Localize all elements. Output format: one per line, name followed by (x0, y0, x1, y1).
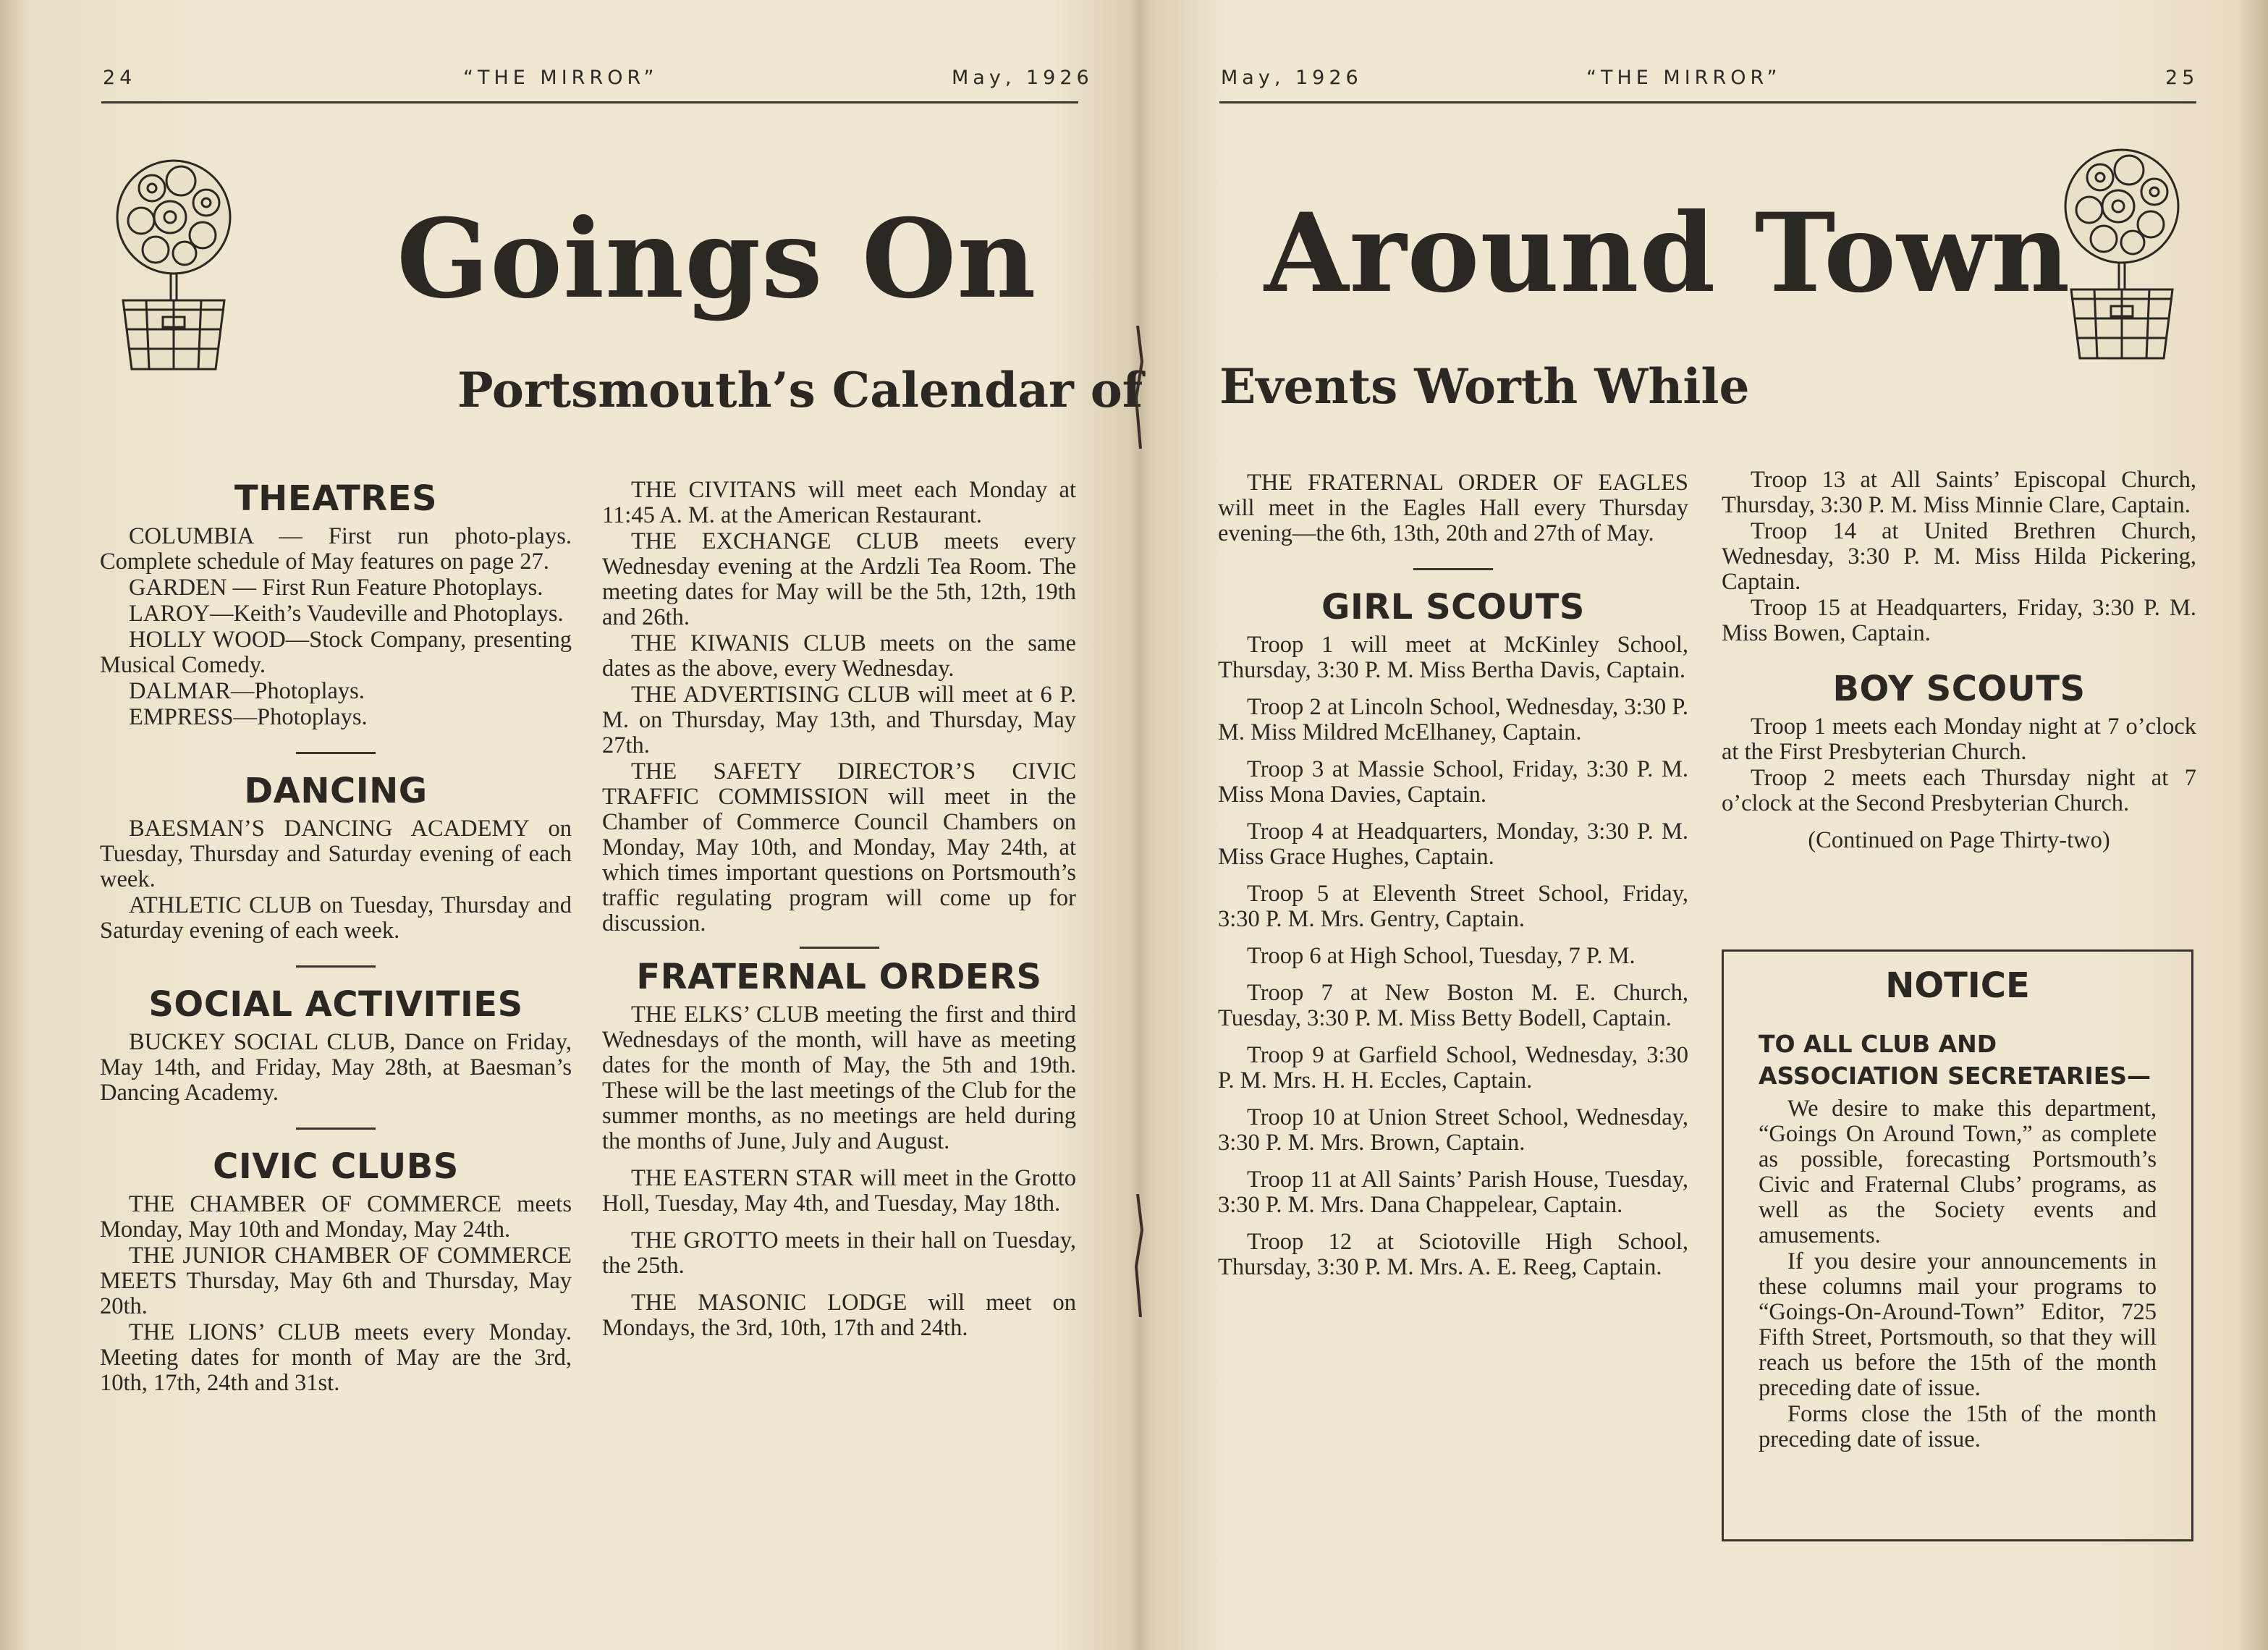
notice-paragraph: We desire to make this department, “Goings On Around Town,” as complete as possible, forecasting Portsmouth’s Civic and Fraternal Clubs’ programs, as well as the Society events and amusements. (1759, 1096, 2157, 1248)
list-item: Troop 12 at Sciotoville High School, Thursday, 3:30 P. M. Mrs. A. E. Reeg, Captain. (1218, 1229, 1688, 1280)
right-column-1 (1218, 470, 1688, 1281)
magazine-name: “THE MIRROR” (1586, 67, 1782, 89)
topiary-tree-icon (2049, 141, 2194, 362)
section-heading-boy-scouts: BOY SCOUTS (1832, 669, 2086, 709)
list-item: THE CHAMBER OF COMMERCE meets Monday, May 10th and Monday, May 24th. (100, 1191, 572, 1243)
list-item: THE JUNIOR CHAMBER OF COMMERCE MEETS Thursday, May 6th and Thursday, May 20th. (100, 1243, 572, 1319)
page-title-right: Around Town (1264, 190, 2071, 317)
section-divider (800, 947, 879, 949)
section-divider (1413, 568, 1493, 570)
list-item: EMPRESS—Photoplays. (129, 704, 368, 730)
list-item: BAESMAN’S DANCING ACADEMY on Tuesday, Thursday and Saturday evening of each week. (100, 816, 572, 892)
list-item: THE GROTTO meets in their hall on Tuesday, the 25th. (602, 1227, 1076, 1279)
notice-box (1722, 949, 2193, 1541)
left-column-2 (602, 478, 1076, 1342)
list-item: THE ELKS’ CLUB meeting the first and third Wednesdays of the month, will have as meeting dates for the month of May, the 5th and 19th. These will be the last meetings of the Club for the summer months, as no meetings are held during the months of June, July and August. (602, 1002, 1076, 1154)
list-item: Troop 2 at Lincoln School, Wednesday, 3:30 P. M. Miss Mildred McElhaney, Captain. (1218, 694, 1688, 745)
section-heading-fraternal: FRATERNAL ORDERS (636, 957, 1042, 997)
section-heading-theatres: THEATRES (234, 478, 438, 519)
topiary-tree-icon (101, 152, 246, 373)
list-item: THE ADVERTISING CLUB will meet at 6 P. M. on Thursday, May 13th, and Thursday, May 27th. (602, 682, 1076, 758)
notice-lead: TO ALL CLUB AND ASSOCIATION SECRETARIES— (1759, 1030, 2151, 1090)
section-heading-dancing: DANCING (244, 771, 428, 811)
page-subtitle-right: Events Worth While (1219, 358, 1750, 415)
list-item: Troop 11 at All Saints’ Parish House, Tuesday, 3:30 P. M. Mrs. Dana Chappelear, Captain. (1218, 1167, 1688, 1218)
list-item: THE EASTERN STAR will meet in the Grotto Holl, Tuesday, May 4th, and Tuesday, May 18th. (602, 1165, 1076, 1217)
section-divider (296, 1128, 376, 1130)
page-number: 24 (103, 67, 137, 89)
list-item: Troop 1 meets each Monday night at 7 o’clock at the First Presbyterian Church. (1722, 714, 2196, 765)
list-item: THE LIONS’ CLUB meets every Monday. Meeting dates for month of May are the 3rd, 10th, 17th, 24th and 31st. (100, 1319, 572, 1396)
notice-paragraph: If you desire your announcements in these columns mail your programs to “Goings-On-Around-Town” Editor, 725 Fifth Street, Portsmouth, so that they will reach us before the 15th of the month preceding date of issue. (1759, 1248, 2157, 1401)
page-title-left: Goings On (397, 195, 1037, 323)
magazine-name: “THE MIRROR” (463, 67, 659, 89)
list-item: Troop 15 at Headquarters, Friday, 3:30 P. M. Miss Bowen, Captain. (1722, 595, 2196, 646)
issue-date: May, 1926 (1221, 67, 1363, 89)
list-item: GARDEN — First Run Feature Photoplays. (129, 575, 543, 601)
list-item: Troop 14 at United Brethren Church, Wednesday, 3:30 P. M. Miss Hilda Pickering, Captain. (1722, 518, 2196, 595)
list-item: COLUMBIA — First run photo-plays. Complete schedule of May features on page 27. (100, 523, 572, 575)
list-item: ATHLETIC CLUB on Tuesday, Thursday and Saturday evening of each week. (100, 892, 572, 944)
right-page (1134, 0, 2268, 1650)
page-number: 25 (2165, 67, 2199, 89)
left-column-1 (100, 470, 572, 1397)
list-item: Troop 2 meets each Thursday night at 7 o’clock at the Second Presbyterian Church. (1722, 765, 2196, 816)
list-item: Troop 1 will meet at McKinley School, Thursday, 3:30 P. M. Miss Bertha Davis, Captain. (1218, 632, 1688, 683)
notice-heading: NOTICE (1885, 965, 2030, 1006)
header-rule (1219, 101, 2196, 103)
section-heading-civic: CIVIC CLUBS (213, 1146, 459, 1187)
list-item: THE EXCHANGE CLUB meets every Wednesday evening at the Ardzli Tea Room. The meeting dates for May will be the 5th, 12th, 19th and 26th. (602, 528, 1076, 630)
section-heading-girl-scouts: GIRL SCOUTS (1321, 587, 1585, 627)
list-item: Troop 4 at Headquarters, Monday, 3:30 P. M. Miss Grace Hughes, Captain. (1218, 818, 1688, 870)
header-rule (101, 101, 1078, 103)
list-item: THE FRATERNAL ORDER OF EAGLES will meet in the Eagles Hall every Thursday evening—the 6th, 13th, 20th and 27th of May. (1218, 470, 1688, 546)
right-column-2 (1722, 468, 2196, 854)
continued-note: (Continued on Page Thirty-two) (1808, 827, 2110, 853)
notice-paragraph: Forms close the 15th of the month preceding date of issue. (1759, 1401, 2157, 1452)
list-item: Troop 10 at Union Street School, Wednesday, 3:30 P. M. Mrs. Brown, Captain. (1218, 1104, 1688, 1156)
list-item: THE MASONIC LODGE will meet on Mondays, the 3rd, 10th, 17th and 24th. (602, 1290, 1076, 1341)
section-divider (296, 752, 376, 754)
list-item: THE SAFETY DIRECTOR’S CIVIC TRAFFIC COMMISSION will meet in the Chamber of Commerce Council Chambers on Monday, May 10th, and Monday, May 24th, at which times important questions on Portsmouth’s traffic regulating program will come up for discussion. (602, 758, 1076, 936)
list-item: Troop 9 at Garfield School, Wednesday, 3:30 P. M. Mrs. H. H. Eccles, Captain. (1218, 1042, 1688, 1093)
list-item: HOLLY WOOD—Stock Company, presenting Musical Comedy. (100, 627, 572, 678)
list-item: BUCKEY SOCIAL CLUB, Dance on Friday, May 14th, and Friday, May 28th, at Baesman’s Dancing Academy. (100, 1029, 572, 1106)
list-item: Troop 7 at New Boston M. E. Church, Tuesday, 3:30 P. M. Miss Betty Bodell, Captain. (1218, 980, 1688, 1031)
list-item: THE CIVITANS will meet each Monday at 11:45 A. M. at the American Restaurant. (602, 477, 1076, 528)
list-item: DALMAR—Photoplays. (129, 678, 365, 704)
list-item: Troop 6 at High School, Tuesday, 7 P. M. (1247, 943, 1636, 969)
section-divider (296, 965, 376, 968)
page-subtitle-left: Portsmouth’s Calendar of (457, 362, 1143, 418)
list-item: Troop 3 at Massie School, Friday, 3:30 P. M. Miss Mona Davies, Captain. (1218, 756, 1688, 808)
list-item: THE KIWANIS CLUB meets on the same dates as the above, every Wednesday. (602, 630, 1076, 682)
list-item: Troop 5 at Eleventh Street School, Friday, 3:30 P. M. Mrs. Gentry, Captain. (1218, 881, 1688, 932)
list-item: Troop 13 at All Saints’ Episcopal Church, Thursday, 3:30 P. M. Miss Minnie Clare, Captain. (1722, 467, 2196, 518)
section-heading-social: SOCIAL ACTIVITIES (148, 984, 523, 1025)
issue-date: May, 1926 (952, 67, 1093, 89)
list-item: LAROY—Keith’s Vaudeville and Photoplays. (129, 601, 564, 627)
